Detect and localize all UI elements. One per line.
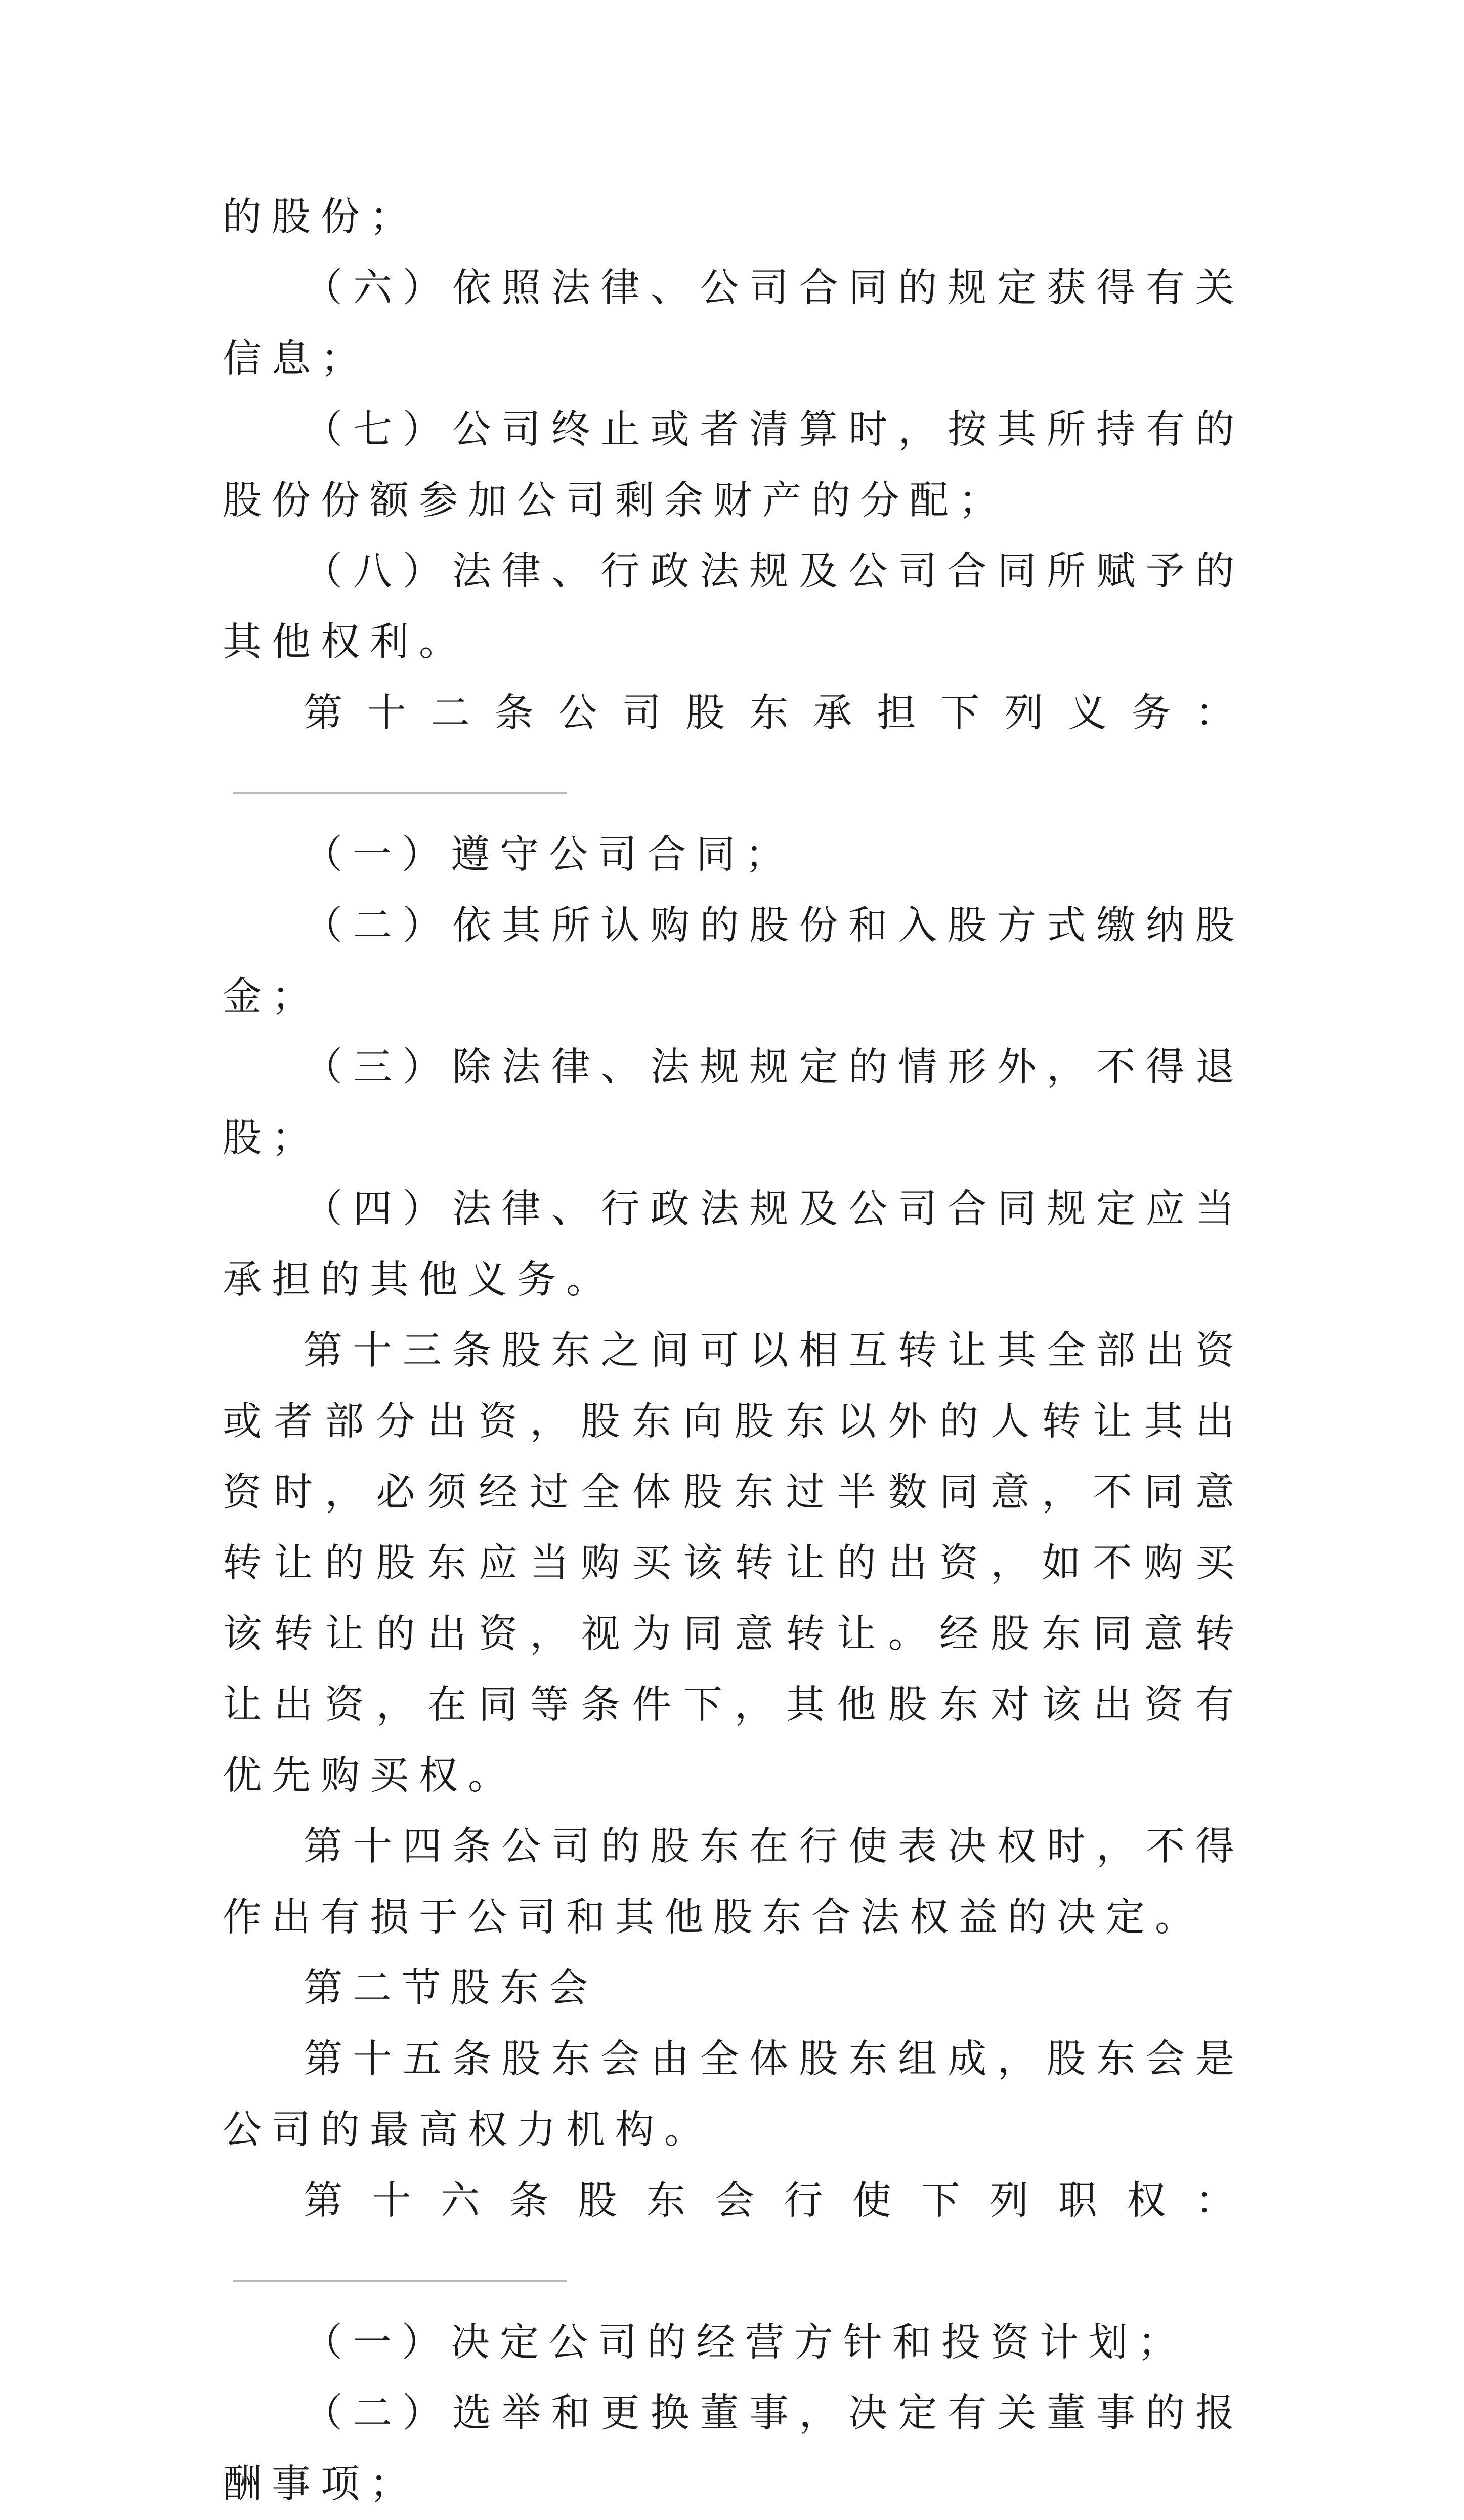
- article-15: 第十五条股东会由全体股东组成，股东会是公司的最高权力机构。: [223, 2037, 1244, 2153]
- article-13: 第十三条股东之间可以相互转让其全部出资或者部分出资，股东向股东以外的人转让其出资时，必须经过全体股东过半数同意，不同意转让的股东应当购买该转让的出资，如不购买该转让的出资，视为同意转让。经股东同意转让出资，在同等条件下，其他股东对该出资有优先购买权。: [223, 1328, 1244, 1798]
- paragraph-duty-4: （四）法律、行政法规及公司合同规定应当承担的其他义务。: [223, 1187, 1244, 1303]
- fill-in-blank-line[interactable]: [233, 752, 567, 794]
- article-16-heading: 第十六条股东会行使下列职权：: [223, 2166, 1244, 2307]
- section-2-heading: 第二节股东会: [304, 1966, 598, 2011]
- fill-in-blank-line[interactable]: [233, 2240, 567, 2282]
- paragraph-right-7: （七）公司终止或者清算时，按其所持有的股份份额参加公司剩余财产的分配；: [223, 407, 1244, 523]
- document-body: [223, 182, 1244, 2520]
- paragraph-right-8: （八）法律、行政法规及公司合同所赋予的其他权利。: [223, 549, 1244, 665]
- paragraph-power-1: （一）决定公司的经营方针和投资计划；: [304, 2320, 1187, 2365]
- article-12-heading: 第十二条公司股东承担下列义务：: [223, 678, 1244, 820]
- paragraph-power-2: （二）选举和更换董事，决定有关董事的报酬事项；: [223, 2391, 1244, 2507]
- paragraph-duty-1: （一）遵守公司合同；: [304, 832, 794, 877]
- article-14: 第十四条公司的股东在行使表决权时，不得作出有损于公司和其他股东合法权益的决定。: [223, 1824, 1244, 1940]
- paragraph-right-6: （六）依照法律、公司合同的规定获得有关信息；: [223, 266, 1244, 382]
- paragraph-duty-2: （二）依其所认购的股份和入股方式缴纳股金；: [223, 903, 1244, 1019]
- paragraph-duty-3: （三）除法律、法规规定的情形外，不得退股；: [223, 1045, 1244, 1161]
- paragraph-continuation: 的股份；: [223, 195, 419, 240]
